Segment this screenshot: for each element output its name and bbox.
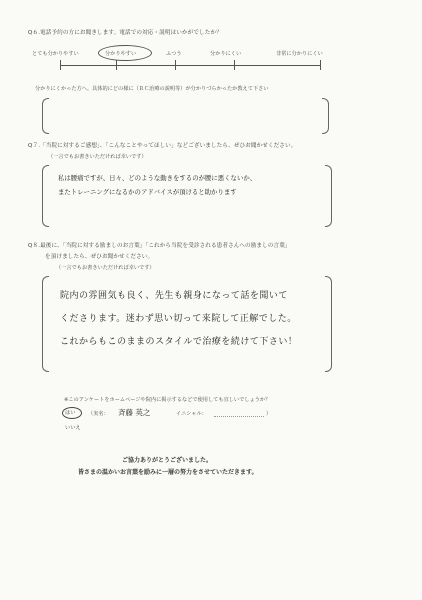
q8-answer-line-1: 院内の雰囲気も良く、先生も親身になって話を聞いて: [60, 291, 288, 301]
q6-tick-2[interactable]: [116, 60, 117, 70]
q6-scale-line: [60, 65, 320, 66]
q6-selected-circle: [98, 45, 152, 61]
q7-question: Q７.「当院に対するご感想」、「こんなことやってほしい」などございましたら、ぜひお聞かせください。: [28, 143, 297, 149]
q8-answer-line-2: くださります。迷わず思い切って来院して正解でした。: [60, 314, 297, 324]
consent-no-option[interactable]: いいえ: [65, 425, 81, 431]
q6-tick-4[interactable]: [234, 60, 235, 70]
q8-answer-line-3: これからもこのままのスタイルで治療を続けて下さい！: [60, 337, 298, 347]
q6-question: Q６.電話予約の方にお聞きします。電話での対応・説明はいかがでしたか？: [28, 30, 222, 36]
q8-note: （一言でもお書きいただければ幸いです）: [56, 265, 155, 271]
consent-close-paren: ）: [266, 411, 272, 417]
q8-question: Q８.最後に、「当院に対する励ましのお言葉」「これから当院を受診される患者さんへの励ましの言葉」: [28, 243, 291, 249]
q6-scale-label-4: 分かりにくい: [210, 51, 242, 57]
consent-question: ※このアンケートをホームページや院内に掲示するなどで使用しても宜しいでしょうか？: [64, 397, 271, 403]
consent-initials-field[interactable]: [214, 416, 264, 417]
consent-yes-option[interactable]: はい: [65, 410, 76, 416]
q6-answer-bracket-right: [322, 98, 329, 134]
q6-answer-field[interactable]: [52, 108, 317, 124]
q7-answer-bracket-right: [325, 165, 332, 227]
q8-answer-bracket-left: [42, 276, 49, 372]
q6-answer-bracket-left: [42, 98, 49, 134]
q6-tick-1[interactable]: [60, 60, 61, 70]
consent-real-name-value[interactable]: 斉藤 英之: [118, 408, 151, 417]
thanks-line-1: ご協力ありがとうございました。: [122, 457, 213, 464]
q7-answer-bracket-left: [42, 165, 49, 227]
q7-answer-line-2: またトレーニングになるかのアドバイスが頂けると助かります: [58, 188, 237, 196]
consent-initials-label: イニシャル：: [176, 411, 207, 417]
q6-scale-label-5: 非常に分かりにくい: [276, 51, 323, 57]
q7-note: （一言でもお書きいただければ幸いです）: [48, 154, 147, 160]
thanks-line-2: 皆さまの温かいお言葉を励みに一層の努力をさせていただきます。: [78, 469, 258, 476]
consent-real-name-label: （実名：: [88, 411, 109, 417]
q6-tick-3[interactable]: [175, 60, 176, 70]
q6-scale-label-2: 分かりやすい: [105, 51, 137, 57]
q8-question-line-2: を頂けましたら、ぜひお聞かせください。: [45, 254, 154, 260]
q6-tick-5[interactable]: [320, 60, 321, 70]
q6-scale-label-3: ふつう: [166, 51, 182, 57]
q7-answer-line-1: 私は腰痛ですが、日々、どのような動きをするのが腰に悪くないか、: [58, 174, 257, 182]
q6-followup: 分かりにくかった方へ。具体的にどの様に（ＲＣ治療の説明等）が分かりづらかったか教えて下さい: [35, 86, 269, 92]
q8-answer-bracket-right: [325, 276, 332, 372]
q6-scale-label-1: とても分かりやすい: [32, 51, 79, 57]
